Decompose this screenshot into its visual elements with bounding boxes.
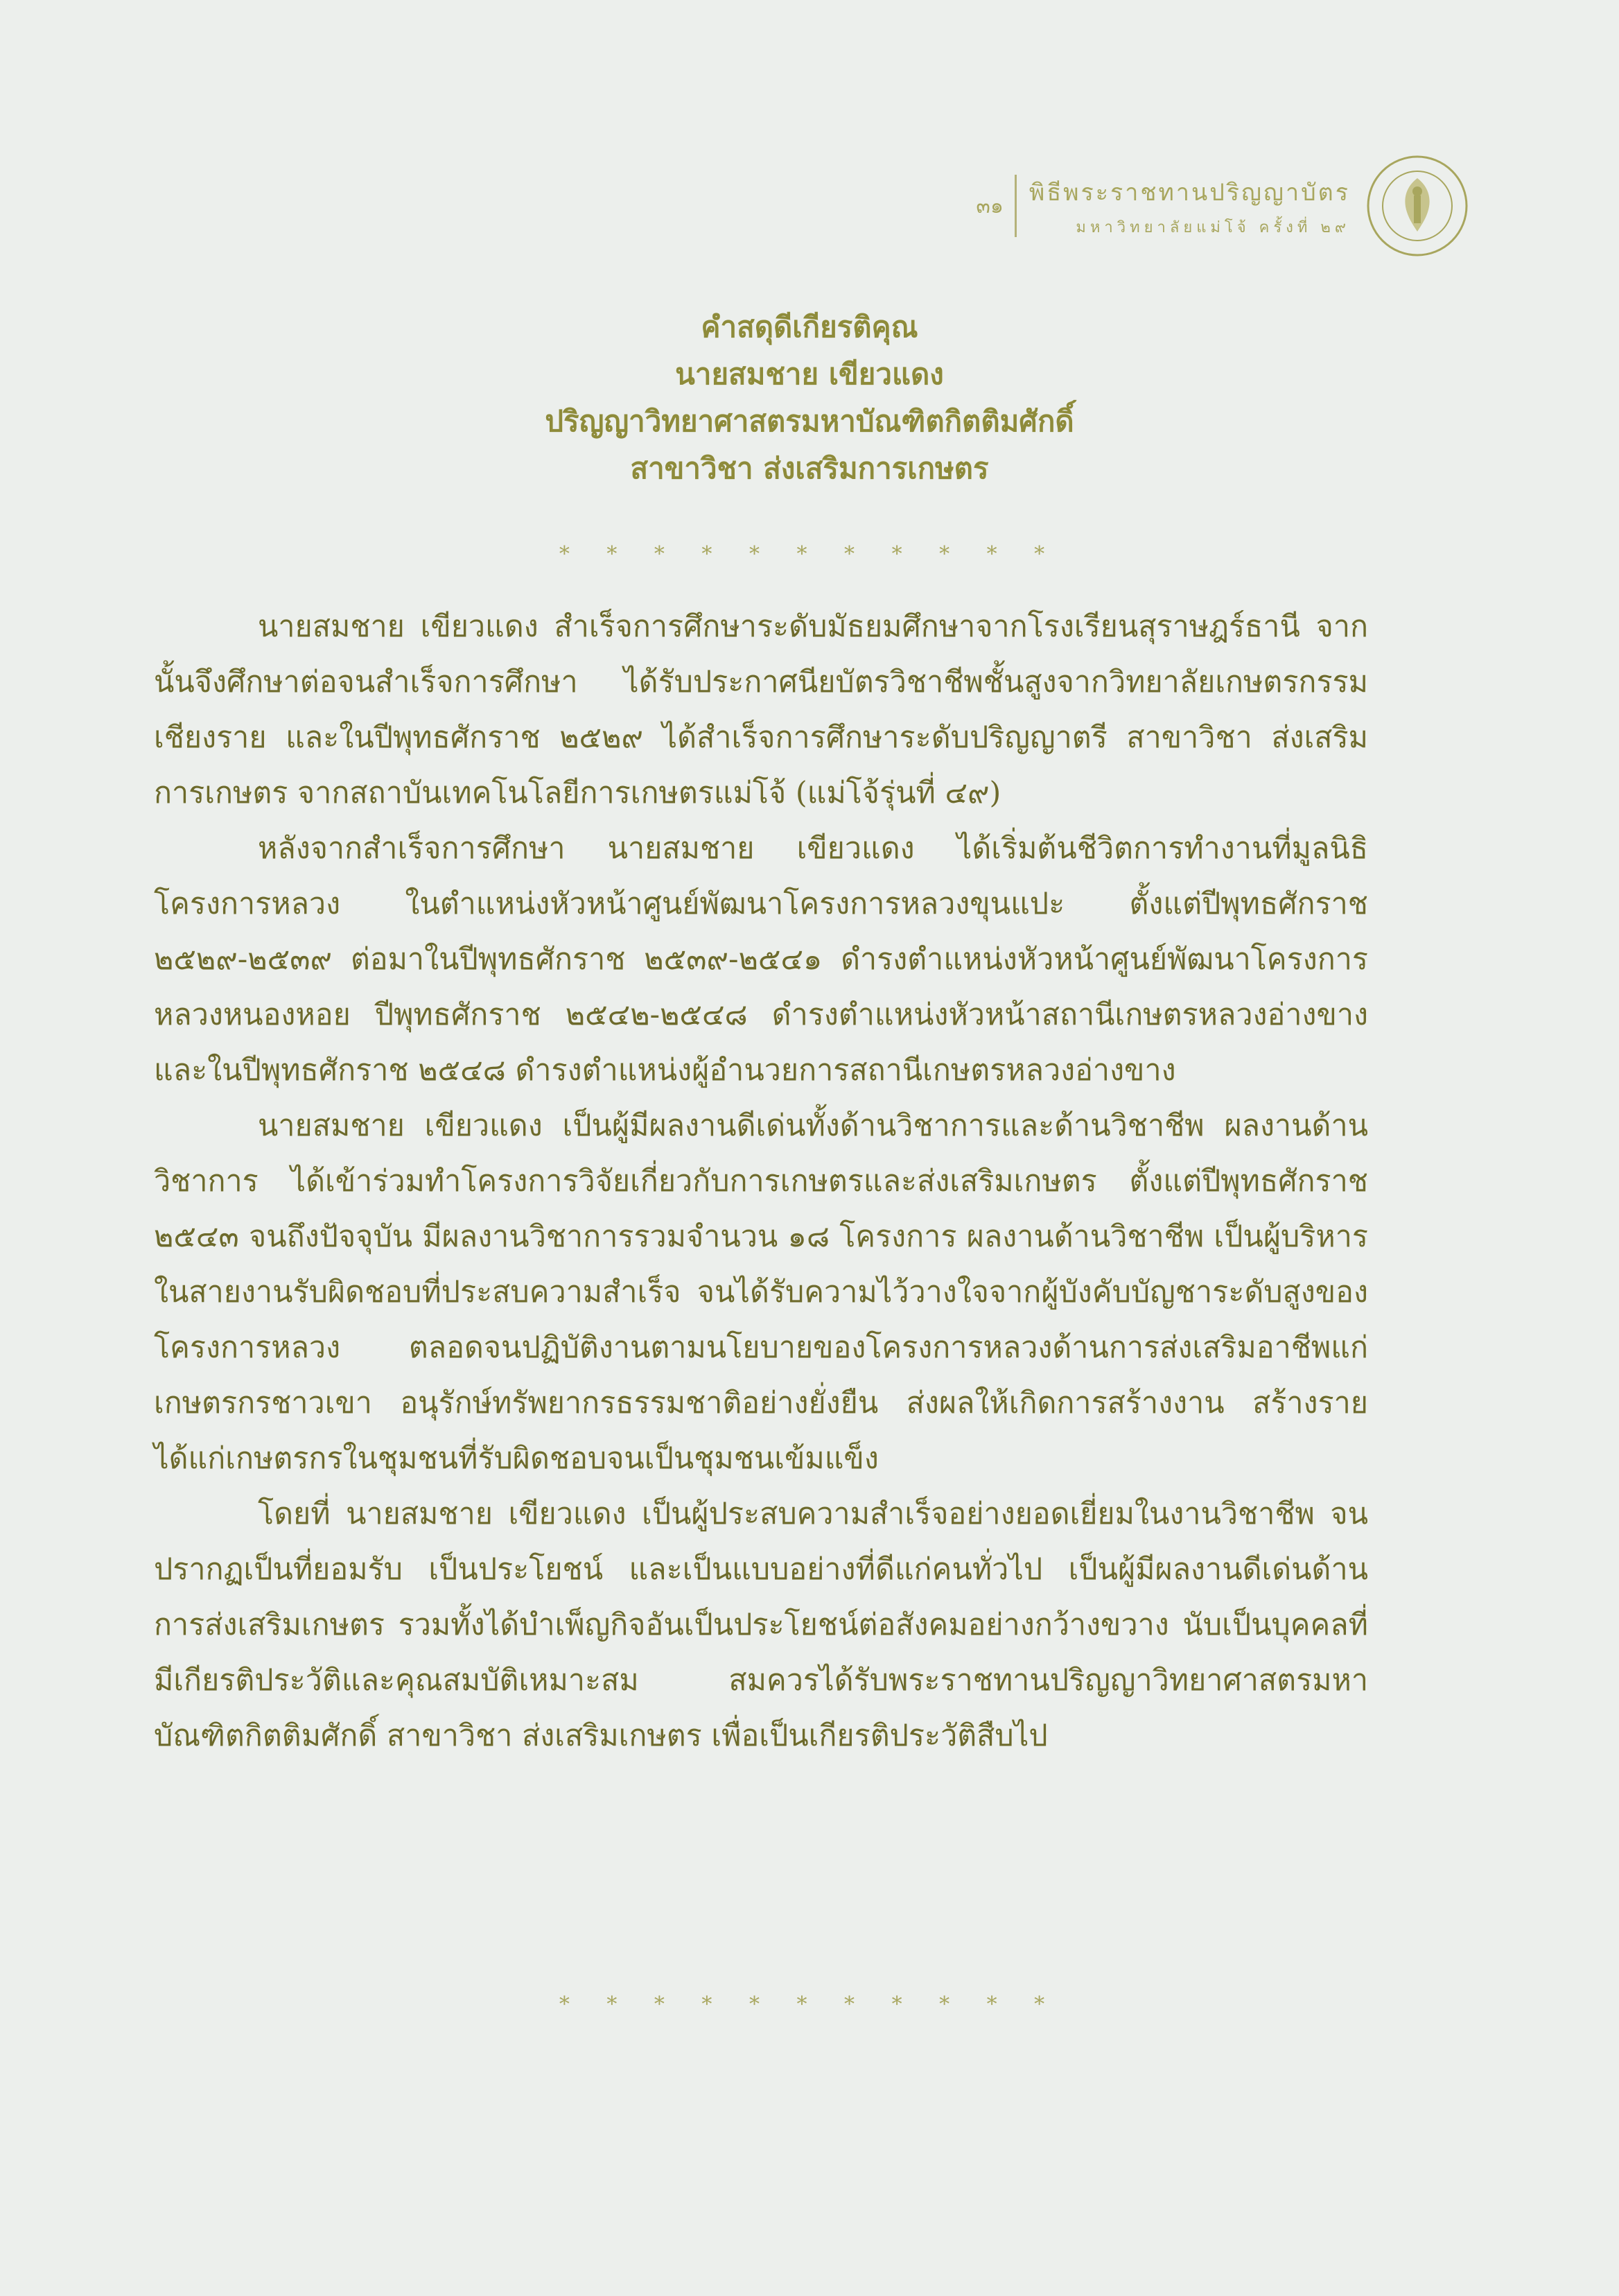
page-header [976, 154, 1469, 258]
ceremony-title: พิธีพระราชทานปริญญาบัตร [1029, 178, 1350, 207]
star-divider-bottom: * * * * * * * * * * * [559, 1992, 1060, 2017]
citation-heading: คำสดุดีเกียรติคุณ [701, 310, 918, 344]
paragraph-career: หลังจากสำเร็จการศึกษา นายสมชาย เขียวแดง ได้เริ่มต้นชีวิตการทำงานที่มูลนิธิโครงการหลวง ในตำแหน่งหัวหน้าศูนย์พัฒนาโครงการหลวงขุนแปะ ตั้งแต่ปีพุทธศักราช ๒๕๒๙-๒๕๓๙ ต่อมาในปีพุทธศักราช ๒๕๓๙-๒๕๔๑ ดำรงตำแหน่งหัวหน้าศูนย์พัฒนาโครงการหลวงหนองหอย ปีพุทธศักราช ๒๕๔๒-๒๕๔๘ ดำรงตำแหน่งหัวหน้าสถานีเกษตรหลวงอ่างขาง และในปีพุทธศักราช ๒๕๔๘ ดำรงตำแหน่งผู้อำนวยการสถานีเกษตรหลวงอ่างขาง [154, 831, 1368, 1088]
header-divider [1015, 175, 1017, 237]
citation-body [154, 599, 1368, 1764]
university-seal-icon [1365, 154, 1469, 258]
honoree-name: นายสมชาย เขียวแดง [675, 357, 944, 391]
page-number: ๓๑ [976, 193, 1004, 218]
university-edition: มหาวิทยาลัยแม่โจ้ ครั้งที่ ๒๙ [1076, 218, 1350, 236]
degree-title: ปริญญาวิทยาศาสตรมหาบัณฑิตกิตติมศักดิ์ [545, 404, 1074, 438]
citation-title-block [0, 304, 1619, 492]
paragraph-education: นายสมชาย เขียวแดง สำเร็จการศึกษาระดับมัธยมศึกษาจากโรงเรียนสุราษฎร์ธานี จากนั้นจึงศึกษาต่อจนสำเร็จการศึกษา ได้รับประกาศนียบัตรวิชาชีพชั้นสูงจากวิทยาลัยเกษตรกรรมเชียงราย และในปีพุทธศักราช ๒๕๒๙ ได้สำเร็จการศึกษาระดับปริญญาตรี สาขาวิชา ส่งเสริมการเกษตร จากสถาบันเทคโนโลยีการเกษตรแม่โจ้ (แม่โจ้รุ่นที่ ๔๙) [154, 609, 1368, 810]
field-of-study: สาขาวิชา ส่งเสริมการเกษตร [630, 451, 989, 485]
paragraph-achievements: นายสมชาย เขียวแดง เป็นผู้มีผลงานดีเด่นทั้งด้านวิชาการและด้านวิชาชีพ ผลงานด้านวิชาการ ได้เข้าร่วมทำโครงการวิจัยเกี่ยวกับการเกษตรและส่งเสริมเกษตร ตั้งแต่ปีพุทธศักราช ๒๕๔๓ จนถึงปัจจุบัน มีผลงานวิชาการรวมจำนวน ๑๘ โครงการ ผลงานด้านวิชาชีพ เป็นผู้บริหารในสายงานรับผิดชอบที่ประสบความสำเร็จ จนได้รับความไว้วางใจจากผู้บังคับบัญชาระดับสูงของโครงการหลวง ตลอดจนปฏิบัติงานตามนโยบายของโครงการหลวงด้านการส่งเสริมอาชีพแก่เกษตรกรชาวเขา อนุรักษ์ทรัพยากรธรรมชาติอย่างยั่งยืน ส่งผลให้เกิดการสร้างงาน สร้างรายได้แก่เกษตรกรในชุมชนที่รับผิดชอบจนเป็นชุมชนเข้มแข็ง [154, 1108, 1368, 1476]
paragraph-conclusion: โดยที่ นายสมชาย เขียวแดง เป็นผู้ประสบความสำเร็จอย่างยอดเยี่ยมในงานวิชาชีพ จนปรากฏเป็นที่ยอมรับ เป็นประโยชน์ และเป็นแบบอย่างที่ดีแก่คนทั่วไป เป็นผู้มีผลงานดีเด่นด้านการส่งเสริมเกษตร รวมทั้งได้บำเพ็ญกิจอันเป็นประโยชน์ต่อสังคมอย่างกว้างขวาง นับเป็นบุคคลที่มีเกียรติประวัติและคุณสมบัติเหมาะสม สมควรได้รับพระราชทานปริญญาวิทยาศาสตรมหาบัณฑิตกิตติมศักดิ์ สาขาวิชา ส่งเสริมเกษตร เพื่อเป็นเกียรติประวัติสืบไป [154, 1497, 1368, 1753]
header-text [1029, 173, 1350, 239]
star-divider-top: * * * * * * * * * * * [559, 542, 1060, 566]
